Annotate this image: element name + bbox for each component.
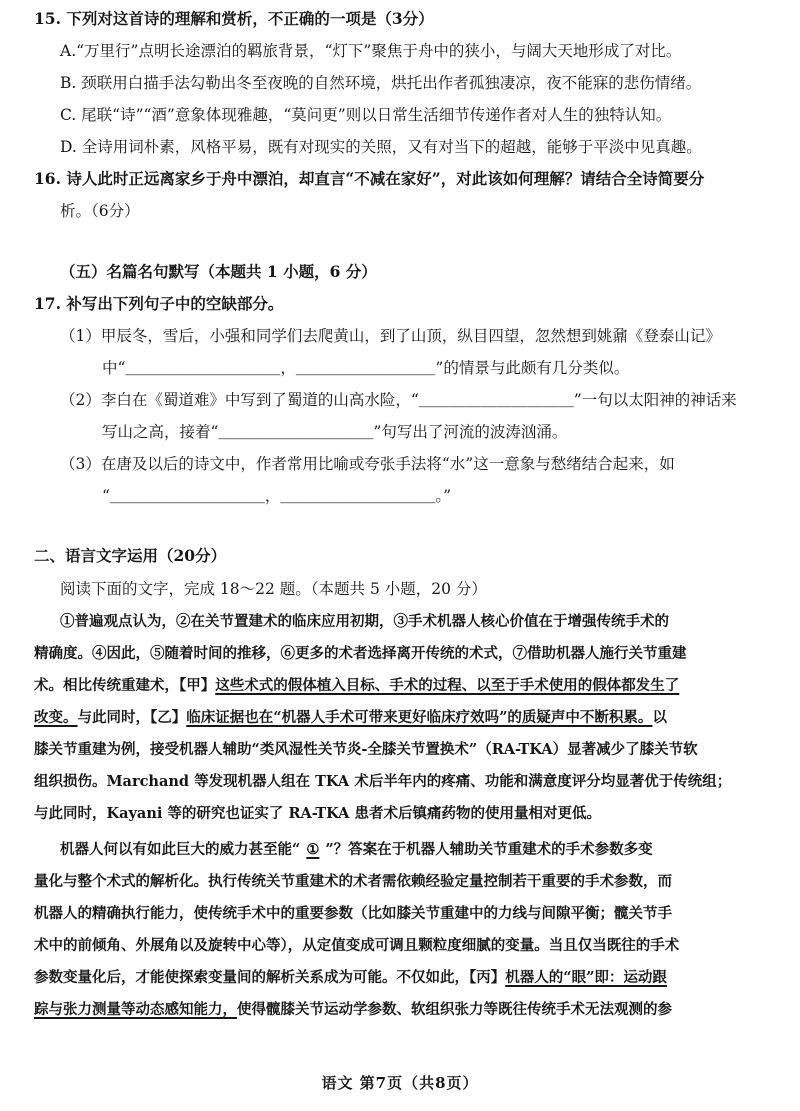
q17-p3-line1: （3）在唐及以后的诗文中，作者常用比喻或夸张手法将“水”这一意象与愁绪结合起来，如 bbox=[60, 455, 675, 473]
passage-line-8 bbox=[60, 839, 653, 861]
page-footer: 语文 第7页（共8页） bbox=[321, 1074, 479, 1092]
passage-line-12-prefix: 参数变量化后，才能使探索变量间的解析关系成为可能。不仅如此，【丙】 bbox=[34, 969, 506, 986]
section2-intro: 阅读下面的文字，完成 18～22 题。（本题共 5 小题，20 分） bbox=[60, 580, 487, 598]
q15-option-b: B. 颈联用白描手法勾勒出冬至夜晚的自然环境，烘托出作者孤独凄凉，夜不能寐的悲伤情绪。 bbox=[60, 74, 702, 92]
passage-line-7: 与此同时，Kayani 等的研究也证实了 RA-TKA 患者术后镇痛药物的使用量相对更低。 bbox=[34, 805, 601, 822]
passage-line-4 bbox=[34, 707, 667, 729]
passage-line-4-end: 以 bbox=[652, 709, 667, 726]
q17-p2-line1: （2）李白在《蜀道难》中写到了蜀道的山高水险，“＿＿＿＿＿＿＿＿＿＿”一句以太阳神的神话来 bbox=[60, 391, 737, 409]
q15-stem: 15. 下列对这首诗的理解和赏析，不正确的一项是（3分） bbox=[34, 9, 434, 28]
underlined-sentence-yi: 临床证据也在“机器人手术可带来更好临床疗效吗”的质疑声中不断积累。 bbox=[186, 709, 653, 726]
passage-line-5: 膝关节重建为例，接受机器人辅助“类风湿性关节炎-全膝关节置换术”（RA-TKA）显著减少了膝关节软 bbox=[34, 741, 698, 758]
underlined-sentence-bing: 机器人的“眼”即：运动跟 bbox=[505, 969, 667, 986]
q17-p1-line2: 中“＿＿＿＿＿＿＿＿＿＿，＿＿＿＿＿＿＿＿＿”的情景与此颇有几分类似。 bbox=[102, 359, 630, 377]
q16-line2: 析。（6分） bbox=[60, 202, 140, 220]
q17-stem: 17. 补写出下列句子中的空缺部分。 bbox=[34, 294, 284, 313]
q15-option-d: D. 全诗用词朴素，风格平易，既有对现实的关照，又有对当下的超越，能够于平淡中见真趣。 bbox=[60, 138, 702, 156]
q15-option-a: A.“万里行”点明长途漂泊的羁旅背景，“灯下”聚焦于舟中的狭小，与阔大天地形成了对比。 bbox=[60, 42, 682, 60]
q17-p3-line2: “＿＿＿＿＿＿＿＿＿＿，＿＿＿＿＿＿＿＿＿＿。” bbox=[102, 487, 452, 505]
passage-line-3-prefix: 术。相比传统重建术，【甲】 bbox=[34, 677, 216, 694]
passage-line-1: ①普遍观点认为，②在关节置建术的临床应用初期，③手术机器人核心价值在于增强传统手术的 bbox=[60, 613, 669, 630]
section5-title: （五）名篇名句默写（本题共 1 小题，6 分） bbox=[60, 262, 377, 281]
passage-line-8-suffix: ”？答案在于机器人辅助关节重建术的手术参数多变 bbox=[325, 841, 653, 858]
passage-line-9: 量化与整个术式的解析化。执行传统关节重建术的术者需依赖经验定量控制若干重要的手术参数，而 bbox=[34, 873, 672, 890]
passage-line-13 bbox=[34, 999, 672, 1021]
q17-p1-line1: （1）甲辰冬，雪后，小强和同学们去爬黄山，到了山顶，纵目四望，忽然想到姚鼐《登泰山记》 bbox=[60, 327, 721, 345]
passage-line-6: 组织损伤。Marchand 等发现机器人组在 TKA 术后半年内的疼痛、功能和满意度评分均显著优于传统组； bbox=[34, 773, 732, 790]
section2-title: 二、语言文字运用（20分） bbox=[34, 546, 227, 565]
q15-option-c: C. 尾联“诗”“酒”意象体现雅趣，“莫问更”则以日常生活细节传递作者对人生的独特认知。 bbox=[60, 106, 672, 124]
passage-line-13-suffix: 使得髋膝关节运动学参数、软组织张力等既往传统手术无法观测的参 bbox=[237, 1001, 672, 1018]
passage-line-12 bbox=[34, 967, 667, 989]
passage-line-4-mid: 与此同时，【乙】 bbox=[77, 709, 187, 726]
underlined-sentence-jia: 这些术式的假体植入目标、手术的过程、以至于手术使用的假体都发生了 bbox=[215, 677, 680, 694]
passage-line-3 bbox=[34, 675, 679, 697]
passage-line-2: 精确度。④因此，⑤随着时间的推移，⑥更多的术者选择离开传统的术式，⑦借助机器人施行关节重建 bbox=[34, 645, 687, 662]
passage-line-8-prefix: 机器人何以有如此巨大的威力甚至能“ bbox=[60, 841, 301, 858]
underlined-sentence-jia-end: 改变。 bbox=[34, 709, 78, 726]
q17-p2-line2: 写山之高，接着“＿＿＿＿＿＿＿＿＿＿”句写出了河流的波涛汹涌。 bbox=[102, 423, 568, 441]
passage-line-10: 机器人的精确执行能力，使传统手术中的重要参数（比如膝关节重建中的力线与间隙平衡；髋关节手 bbox=[34, 905, 672, 922]
passage-line-11: 术中的前倾角、外展角以及旋转中心等），从定值变成可调且颗粒度细腻的变量。当且仅当既往的手术 bbox=[34, 937, 680, 954]
blank-1-marker: ① bbox=[306, 841, 320, 858]
underlined-sentence-bing-end: 踪与张力测量等动态感知能力， bbox=[34, 1001, 237, 1018]
q16-line1: 16. 诗人此时正远离家乡于舟中漂泊，却直言“不减在家好”，对此该如何理解？请结合全诗简要分 bbox=[34, 169, 705, 188]
